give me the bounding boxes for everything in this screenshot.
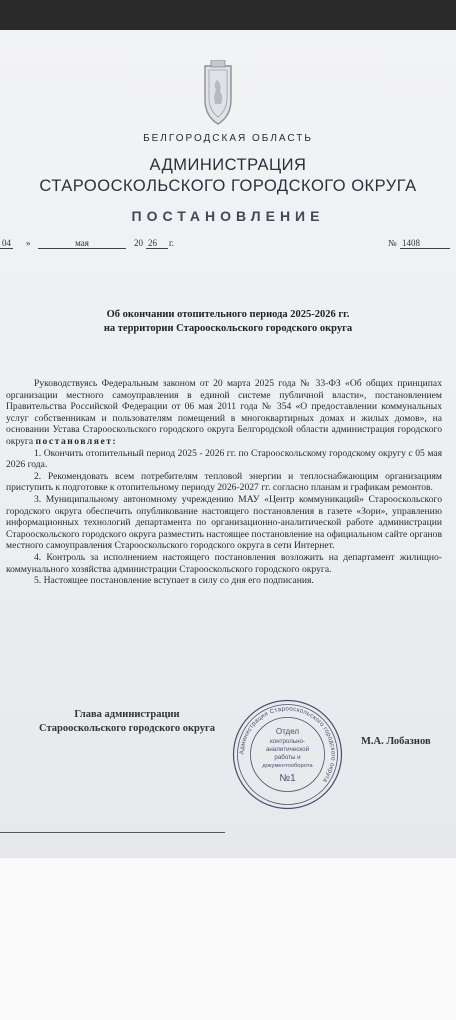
title-line-1: Об окончании отопительного периода 2025-2026 гг. [106,309,350,320]
official-stamp [230,697,345,812]
background-below-page [0,858,456,1020]
date-year-abbr: г. [169,238,174,248]
date-year-prefix: 20 [134,238,143,248]
stamp-line-1: Отдел [275,727,300,736]
date-day: 04 [2,238,11,248]
stamp-ring-text: Администрация Старооскольского городского округа [238,705,337,784]
item-5: 5. Настоящее постановление вступает в силу со дня его подписания. [34,575,314,587]
item-2: 2. Рекомендовать всем потребителям тепловой энергии и теплоснабжающим организациям приступить к подготовке к отопительному периоду 2026-2027 гг. согласно планам и графикам ремонтов. [6,470,442,494]
document-page [0,30,456,858]
item-3: 3. Муниципальному автономному учреждению МАУ «Центр коммуникаций» Старооскольского городского округа обеспечить опубликование настоящего постановления в газете «Зори», управлению информационных технологий департамента по организационно-аналитической работе администрации Старооскольского городского округа разместить настоящее постановление на официальном сайте органов местного самоуправления Старооскольского городского округа в сети Интернет. [6,493,442,552]
stamp-line-3: аналитической [265,746,310,753]
preamble-text: Руководствуясь Федеральным законом от 20 марта 2025 года № 33-ФЗ «Об общих принципах организации местного самоуправления в единой системе публичной власти», постановлением Правительства Российской Федерации от 06 мая 2011 года № 354 «О предоставлении коммунальных услуг собственникам и пользователям помещений в многоквартирных домах и жилых домов», на основании Устава Старооскольского городского округа Белгородской области администрация городского округа [6,378,442,447]
signatory-position-line-1: Глава администрации [74,709,180,720]
coat-of-arms-emblem [195,60,241,132]
signatory-position [22,708,232,736]
document-body [6,378,442,587]
stamp-number: №1 [279,773,296,784]
signatory-position-line-2: Старооскольского городского округа [39,723,215,734]
document-number: 1408 [400,238,450,249]
stamp-line-2: контрольно- [270,738,305,745]
stamp-line-5: документооборота [262,763,313,769]
item-1: 1. Окончить отопительный период 2025 - 2026 гг. по Старооскольскому городскому округу с 05 мая 2026 года. [6,447,442,471]
decree-word: постановляет: [35,435,118,447]
administration-subheading: СТАРООСКОЛЬСКОГО ГОРОДСКОГО ОКРУГА [39,177,417,195]
preamble-paragraph [6,378,442,448]
separator-line [0,832,225,833]
region-heading: БЕЛГОРОДСКАЯ ОБЛАСТЬ [143,133,313,144]
document-title [0,308,456,336]
date-month: мая [38,238,126,249]
date-number-row [0,238,456,254]
date-year-suffix: 26 [146,238,168,249]
stamp-line-4: работы и [274,754,301,761]
item-4: 4. Контроль за исполнением настоящего постановления возложить на департамент жилищно-коммунального хозяйства администрации Старооскольского городского округа. [6,551,442,575]
title-line-2: на территории Старооскольского городского округа [103,323,353,334]
document-type-heading: ПОСТАНОВЛЕНИЕ [131,208,325,224]
signatory-name: М.А. Лобазнов [361,736,431,747]
number-label: № [388,238,397,248]
date-day-quote: » [26,238,31,248]
administration-heading: АДМИНИСТРАЦИЯ [149,156,307,174]
